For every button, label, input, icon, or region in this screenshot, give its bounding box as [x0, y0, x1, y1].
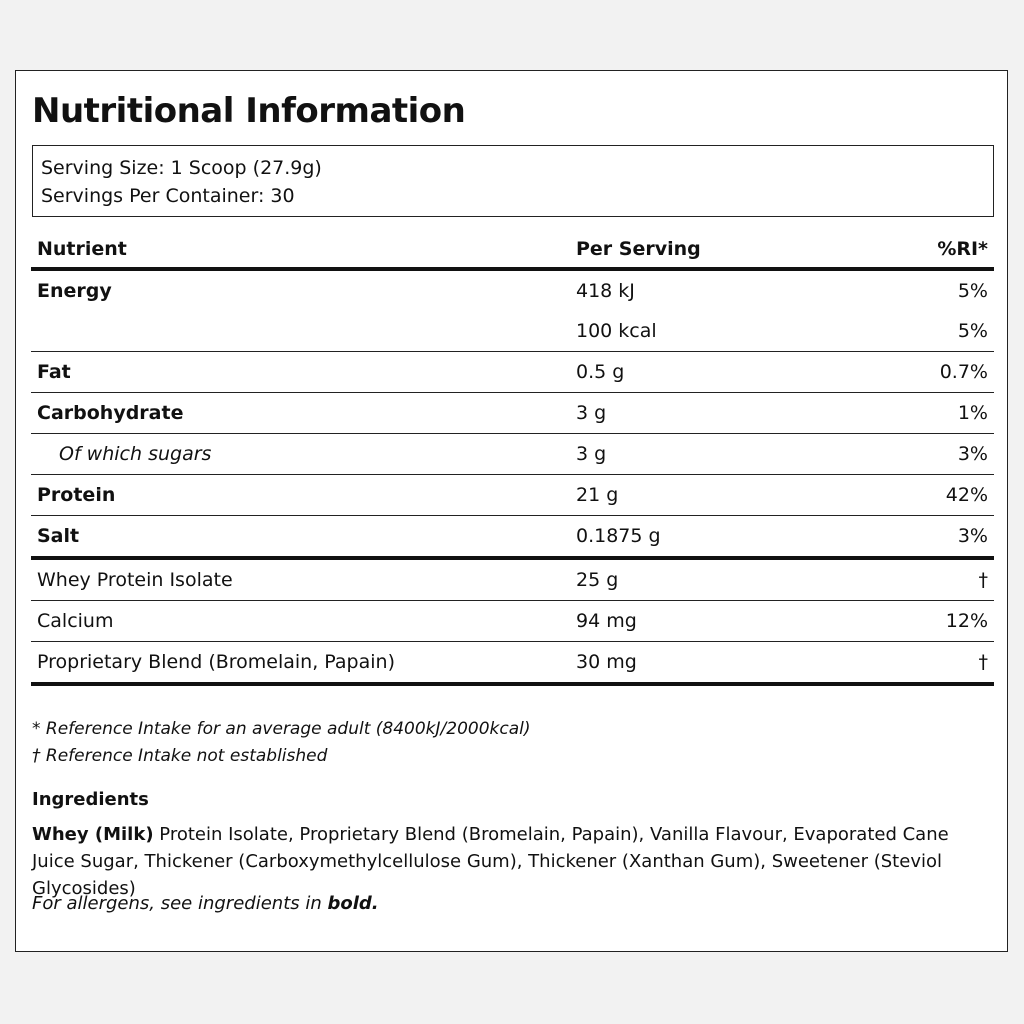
table-header-row: [31, 231, 994, 269]
nutrient-name: Proprietary Blend (Bromelain, Papain): [31, 642, 570, 685]
table-row: [31, 434, 994, 475]
table-row: [31, 393, 994, 434]
ri-value: †: [832, 642, 994, 685]
per-serving-value: 3 g: [570, 434, 832, 475]
serving-size: Serving Size: 1 Scoop (27.9g): [41, 157, 322, 179]
header-per-serving: Per Serving: [570, 231, 832, 269]
ri-value: 3%: [832, 516, 994, 559]
table-row: [31, 475, 994, 516]
page-title: Nutritional Information: [32, 91, 466, 131]
per-serving-value: 25 g: [570, 558, 832, 601]
per-serving-value: 0.5 g: [570, 352, 832, 393]
ingredients-text: [32, 821, 992, 902]
per-serving-value: 21 g: [570, 475, 832, 516]
footnotes: [32, 716, 531, 770]
per-serving-value: 418 kJ: [576, 280, 635, 302]
nutrient-name: Of which sugars: [31, 434, 570, 475]
header-nutrient: Nutrient: [31, 231, 570, 269]
nutrient-name: [31, 311, 570, 352]
per-serving-value: 3 g: [570, 393, 832, 434]
nutrient-name: Calcium: [31, 601, 570, 642]
nutrition-table: [31, 231, 994, 686]
ri-value: 1%: [832, 393, 994, 434]
table-row: [31, 642, 994, 685]
table-row: [31, 269, 994, 311]
header-ri: %RI*: [832, 231, 994, 269]
ri-value: 5%: [957, 280, 988, 302]
table-row: [31, 558, 994, 601]
serving-info-box: [32, 145, 994, 217]
nutrient-name: Salt: [31, 516, 570, 559]
footnote-ri: * Reference Intake for an average adult (8400kJ/2000kcal): [32, 719, 531, 739]
nutrient-name: Energy: [37, 280, 112, 302]
ri-value: 3%: [832, 434, 994, 475]
ri-value: 42%: [832, 475, 994, 516]
per-serving-value: 0.1875 g: [570, 516, 832, 559]
per-serving-value: 30 mg: [570, 642, 832, 685]
ri-value: †: [832, 558, 994, 601]
per-serving-value: 94 mg: [570, 601, 832, 642]
allergen-note: [32, 893, 379, 914]
nutrient-name: Protein: [31, 475, 570, 516]
table-row: [31, 601, 994, 642]
allergen-prefix: For allergens, see ingredients in: [32, 893, 328, 914]
ri-value: 0.7%: [832, 352, 994, 393]
nutrient-name: Whey Protein Isolate: [31, 558, 570, 601]
nutrient-name: Fat: [31, 352, 570, 393]
nutrition-panel: [15, 70, 1008, 952]
per-serving-value: 100 kcal: [570, 311, 832, 352]
ingredients-allergen-bold: Whey (Milk): [32, 824, 154, 845]
ri-value: 12%: [832, 601, 994, 642]
table-row: [31, 311, 994, 352]
ingredients-rest: Protein Isolate, Proprietary Blend (Bromelain, Papain), Vanilla Flavour, Evaporated Cane Juice Sugar, Thickener (Carboxymethylcellulose Gum), Thickener (Xanthan Gum), Sweetener (Steviol Glycosides): [32, 824, 949, 899]
nutrient-name: Carbohydrate: [31, 393, 570, 434]
allergen-bold-word: bold.: [327, 893, 379, 914]
ingredients-heading: Ingredients: [32, 789, 149, 810]
footnote-not-established: † Reference Intake not established: [32, 746, 328, 766]
table-row: [31, 352, 994, 393]
table-row: [31, 516, 994, 559]
ri-value: 5%: [832, 311, 994, 352]
servings-per-container: Servings Per Container: 30: [41, 185, 295, 207]
